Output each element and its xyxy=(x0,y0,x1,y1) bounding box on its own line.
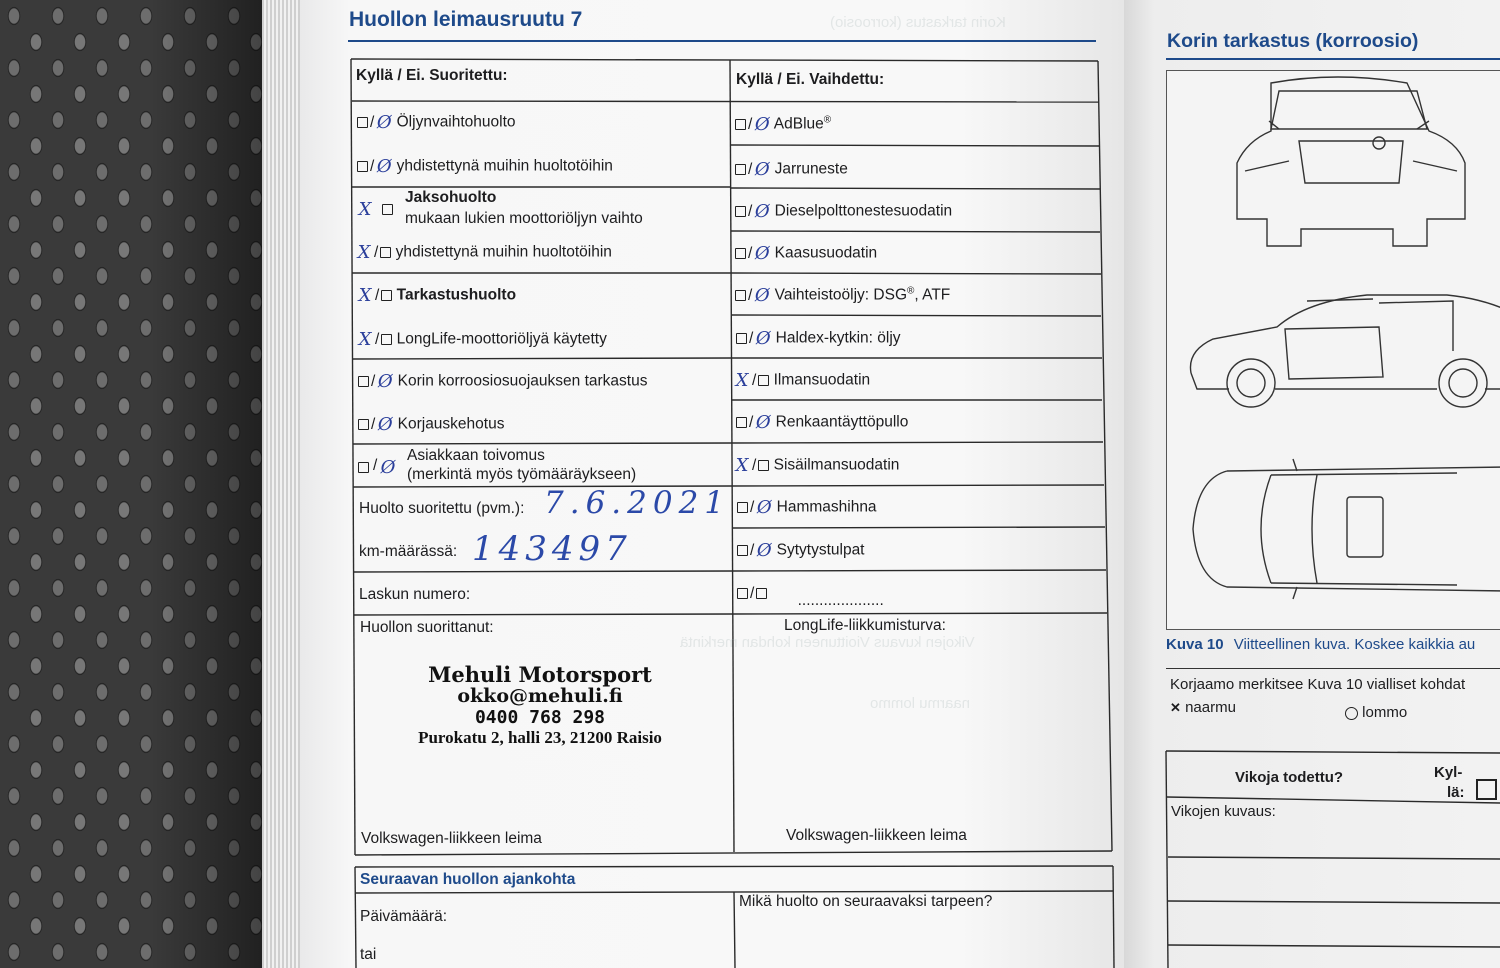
checkbox-no[interactable] xyxy=(758,460,769,471)
row-label: Korjauskehotus xyxy=(397,415,505,433)
checkbox-yes[interactable] xyxy=(735,119,746,130)
row-label: Korin korroosiosuojauksen tarkastus xyxy=(397,372,648,390)
corrosion-check-title: Korin tarkastus (korroosio) xyxy=(1167,30,1419,52)
legend-dent-label: lommo xyxy=(1362,704,1408,721)
handwritten-no-mark: Ø xyxy=(376,156,392,177)
dealer-stamp xyxy=(400,662,680,748)
checkbox-yes[interactable] xyxy=(358,419,369,430)
replace-row-air-filter: X / Ilmansuodatin xyxy=(735,370,871,391)
invoice-number-label: Laskun numero: xyxy=(359,586,471,603)
row-label: Jaksohuolto xyxy=(405,189,497,206)
figure-caption-label: Kuva 10 xyxy=(1166,636,1224,653)
handwritten-no-mark: Ø xyxy=(377,414,393,435)
checkbox-no[interactable] xyxy=(756,588,767,599)
handwritten-no-mark: Ø xyxy=(754,114,770,135)
row-label: Hammashihna xyxy=(776,498,877,516)
checkbox-no[interactable] xyxy=(382,204,393,215)
registered-sign: ® xyxy=(823,114,832,126)
workshop-note: Korjaamo merkitsee Kuva 10 vialliset kohdat xyxy=(1170,676,1466,693)
faults-question: Vikoja todettu? xyxy=(1235,769,1344,786)
replace-row-tyre-inflator: / Ø Renkaantäyttöpullo xyxy=(736,412,908,433)
replace-row-gearbox-oil: / Ø Vaihteistoöljy: DSG®, ATF xyxy=(735,285,950,306)
replace-row-blank: / .................... xyxy=(737,585,884,603)
row-label: yhdistettynä muihin huoltotöihin xyxy=(395,243,612,261)
yes-label-line2: lä: xyxy=(1447,784,1465,801)
handwritten-yes-mark: X xyxy=(735,370,749,391)
yes-label-line1: Kyl- xyxy=(1434,764,1463,781)
stamp-phone: 0400 768 298 xyxy=(474,707,606,728)
checklist-row-oil-change: / Ø Öljynvaihtohuolto xyxy=(357,112,516,133)
registered-sign: ® xyxy=(907,285,915,297)
checkbox-yes[interactable] xyxy=(358,376,369,387)
car-outline-drawings xyxy=(1167,71,1500,629)
replace-row-brake-fluid: / Ø Jarruneste xyxy=(735,159,848,180)
page-title: Huollon leimausruutu 7 xyxy=(349,8,583,31)
handwritten-no-mark: Ø xyxy=(755,328,771,349)
row-sublabel: mukaan lukien moottoriöljyn vaihto xyxy=(405,210,643,227)
replace-row-adblue: / Ø AdBlue® xyxy=(735,114,831,135)
corrosion-title-underline xyxy=(1166,58,1500,60)
row-label: Öljynvaihtohuolto xyxy=(396,113,516,131)
checklist-row-longlife-oil: X / LongLife-moottoriöljyä käytetty xyxy=(358,329,607,350)
checkbox-yes[interactable] xyxy=(735,248,746,259)
next-service-title: Seuraavan huollon ajankohta xyxy=(360,871,576,888)
row-label: Renkaantäyttöpullo xyxy=(775,413,909,431)
date-label: Päivämäärä: xyxy=(360,908,448,925)
row-label: Kaasusuodatin xyxy=(774,244,878,262)
handwritten-no-mark: Ø xyxy=(754,243,770,264)
checkbox-yes[interactable] xyxy=(737,588,748,599)
row-label: LongLife-moottoriöljyä käytetty xyxy=(396,330,607,348)
replace-row-diesel-filter: / Ø Dieselpolttonestesuodatin xyxy=(735,201,952,222)
checkbox-yes[interactable] xyxy=(736,417,747,428)
row-label: Ilmansuodatin xyxy=(773,371,871,389)
checkbox-yes[interactable] xyxy=(735,290,746,301)
row-label-suffix: , ATF xyxy=(914,286,951,304)
replace-row-spark-plugs: / Ø Sytytystulpat xyxy=(737,540,865,561)
checklist-row-combined-2: X / yhdistettynä muihin huoltotöihin xyxy=(357,242,612,263)
km-label: km-määrässä: xyxy=(359,543,458,560)
or-label: tai xyxy=(360,946,377,963)
figure-caption xyxy=(1166,636,1475,653)
bleed-through-text: Korin tarkastus (korroosio) xyxy=(830,14,1006,31)
longlife-mobility-label: LongLife-liikkumisturva: xyxy=(784,617,946,634)
replace-row-haldex-oil: / Ø Haldex-kytkin: öljy xyxy=(736,328,901,349)
fault-description-label: Vikojen kuvaus: xyxy=(1171,803,1276,820)
stamp-label-left: Volkswagen-liikkeen leima xyxy=(361,830,542,847)
checklist-row-repair-request: / Ø Korjauskehotus xyxy=(358,414,504,435)
checkbox-no[interactable] xyxy=(380,247,391,258)
handwritten-no-mark: Ø xyxy=(377,371,393,392)
left-column-header: Kyllä / Ei. Suoritettu: xyxy=(356,67,508,84)
checkbox-yes[interactable] xyxy=(358,462,369,473)
stamp-company: Mehuli Motorsport xyxy=(428,662,652,687)
checkbox-yes[interactable] xyxy=(735,206,746,217)
handwritten-yes-mark: X xyxy=(357,242,371,263)
row-label: Dieselpolttonestesuodatin xyxy=(774,202,953,220)
handwritten-no-mark: Ø xyxy=(754,285,770,306)
row-label: yhdistettynä muihin huoltotöihin xyxy=(396,157,613,175)
row-label: Tarkastushuolto xyxy=(396,286,517,304)
blank-fill-line[interactable]: .................... xyxy=(797,592,884,609)
checkbox-yes[interactable] xyxy=(737,545,748,556)
row-label: Jarruneste xyxy=(774,160,848,178)
km-handwritten[interactable]: 143497 xyxy=(472,529,632,569)
checkbox-yes[interactable] xyxy=(737,502,748,513)
checkbox-no[interactable] xyxy=(381,290,392,301)
stamp-email: okko@mehuli.fi xyxy=(457,685,623,707)
row-label: Sisäilmansuodatin xyxy=(773,456,900,474)
handwritten-no-mark: Ø xyxy=(380,457,396,478)
handwritten-yes-mark: X xyxy=(358,329,372,350)
car-rear-view-icon xyxy=(1237,77,1465,246)
row-label: Asiakkaan toivomus xyxy=(407,447,545,464)
next-service-question: Mikä huolto on seuraavaksi tarpeen? xyxy=(739,893,993,910)
stamp-address: Purokatu 2, halli 23, 21200 Raisio xyxy=(418,728,662,747)
checklist-row-combined-1: / Ø yhdistettynä muihin huoltotöihin xyxy=(357,156,613,177)
replace-row-gas-filter: / Ø Kaasusuodatin xyxy=(735,243,877,264)
checkbox-no[interactable] xyxy=(758,375,769,386)
row-sublabel: (merkintä myös työmääräykseen) xyxy=(407,466,637,483)
replace-row-cabin-filter: X / Sisäilmansuodatin xyxy=(735,455,900,476)
handwritten-no-mark: Ø xyxy=(754,159,770,180)
yes-checkbox[interactable] xyxy=(1476,779,1497,800)
handwritten-no-mark: Ø xyxy=(756,497,772,518)
handwritten-no-mark: Ø xyxy=(376,112,392,133)
bleed-through-text: naarmu lommo xyxy=(870,695,971,712)
handwritten-no-mark: Ø xyxy=(754,201,770,222)
car-diagram-frame xyxy=(1166,70,1500,630)
checkbox-yes[interactable] xyxy=(357,117,368,128)
replace-row-timing-belt: / Ø Hammashihna xyxy=(737,497,877,518)
checklist-row-corrosion-check: / Ø Korin korroosiosuojauksen tarkastus xyxy=(358,371,647,392)
handwritten-yes-mark: X xyxy=(358,199,372,220)
handwritten-yes-mark: X xyxy=(358,285,372,306)
row-label: Vaihteistoöljy: DSG xyxy=(774,286,908,304)
legend-dent xyxy=(1345,704,1407,721)
row-label: Sytytystulpat xyxy=(776,541,865,559)
row-label: AdBlue xyxy=(773,115,824,133)
performer-label: Huollon suorittanut: xyxy=(360,619,494,636)
checkbox-yes[interactable] xyxy=(735,164,746,175)
bleed-through-text: Vikojen kuvaus Vioittuneen kohdan merkintä xyxy=(680,634,975,651)
row-label: Haldex-kytkin: öljy xyxy=(775,329,901,347)
scratch-cross-icon: ✕ xyxy=(1170,700,1181,715)
car-side-view-icon xyxy=(1190,295,1500,407)
dent-circle-icon xyxy=(1345,707,1358,720)
figure-caption-text: Viitteellinen kuva. Koskee kaikkia au xyxy=(1233,636,1476,653)
service-date-handwritten[interactable]: 7.6.2021 xyxy=(544,485,731,521)
checkbox-yes[interactable] xyxy=(357,161,368,172)
checkbox-yes[interactable] xyxy=(736,333,747,344)
handwritten-yes-mark: X xyxy=(735,455,749,476)
right-column-header: Kyllä / Ei. Vaihdettu: xyxy=(736,71,885,88)
car-top-view-icon xyxy=(1193,459,1500,599)
handwritten-no-mark: Ø xyxy=(755,412,771,433)
checkbox-no[interactable] xyxy=(381,334,392,345)
divider xyxy=(1166,668,1500,669)
handwritten-no-mark: Ø xyxy=(756,540,772,561)
legend-scratch xyxy=(1170,699,1236,716)
service-date-label: Huolto suoritettu (pvm.): xyxy=(359,500,525,517)
stamp-label-right: Volkswagen-liikkeen leima xyxy=(786,827,967,844)
checklist-row-inspection: X / Tarkastushuolto xyxy=(358,285,517,306)
legend-scratch-label: naarmu xyxy=(1185,699,1236,716)
